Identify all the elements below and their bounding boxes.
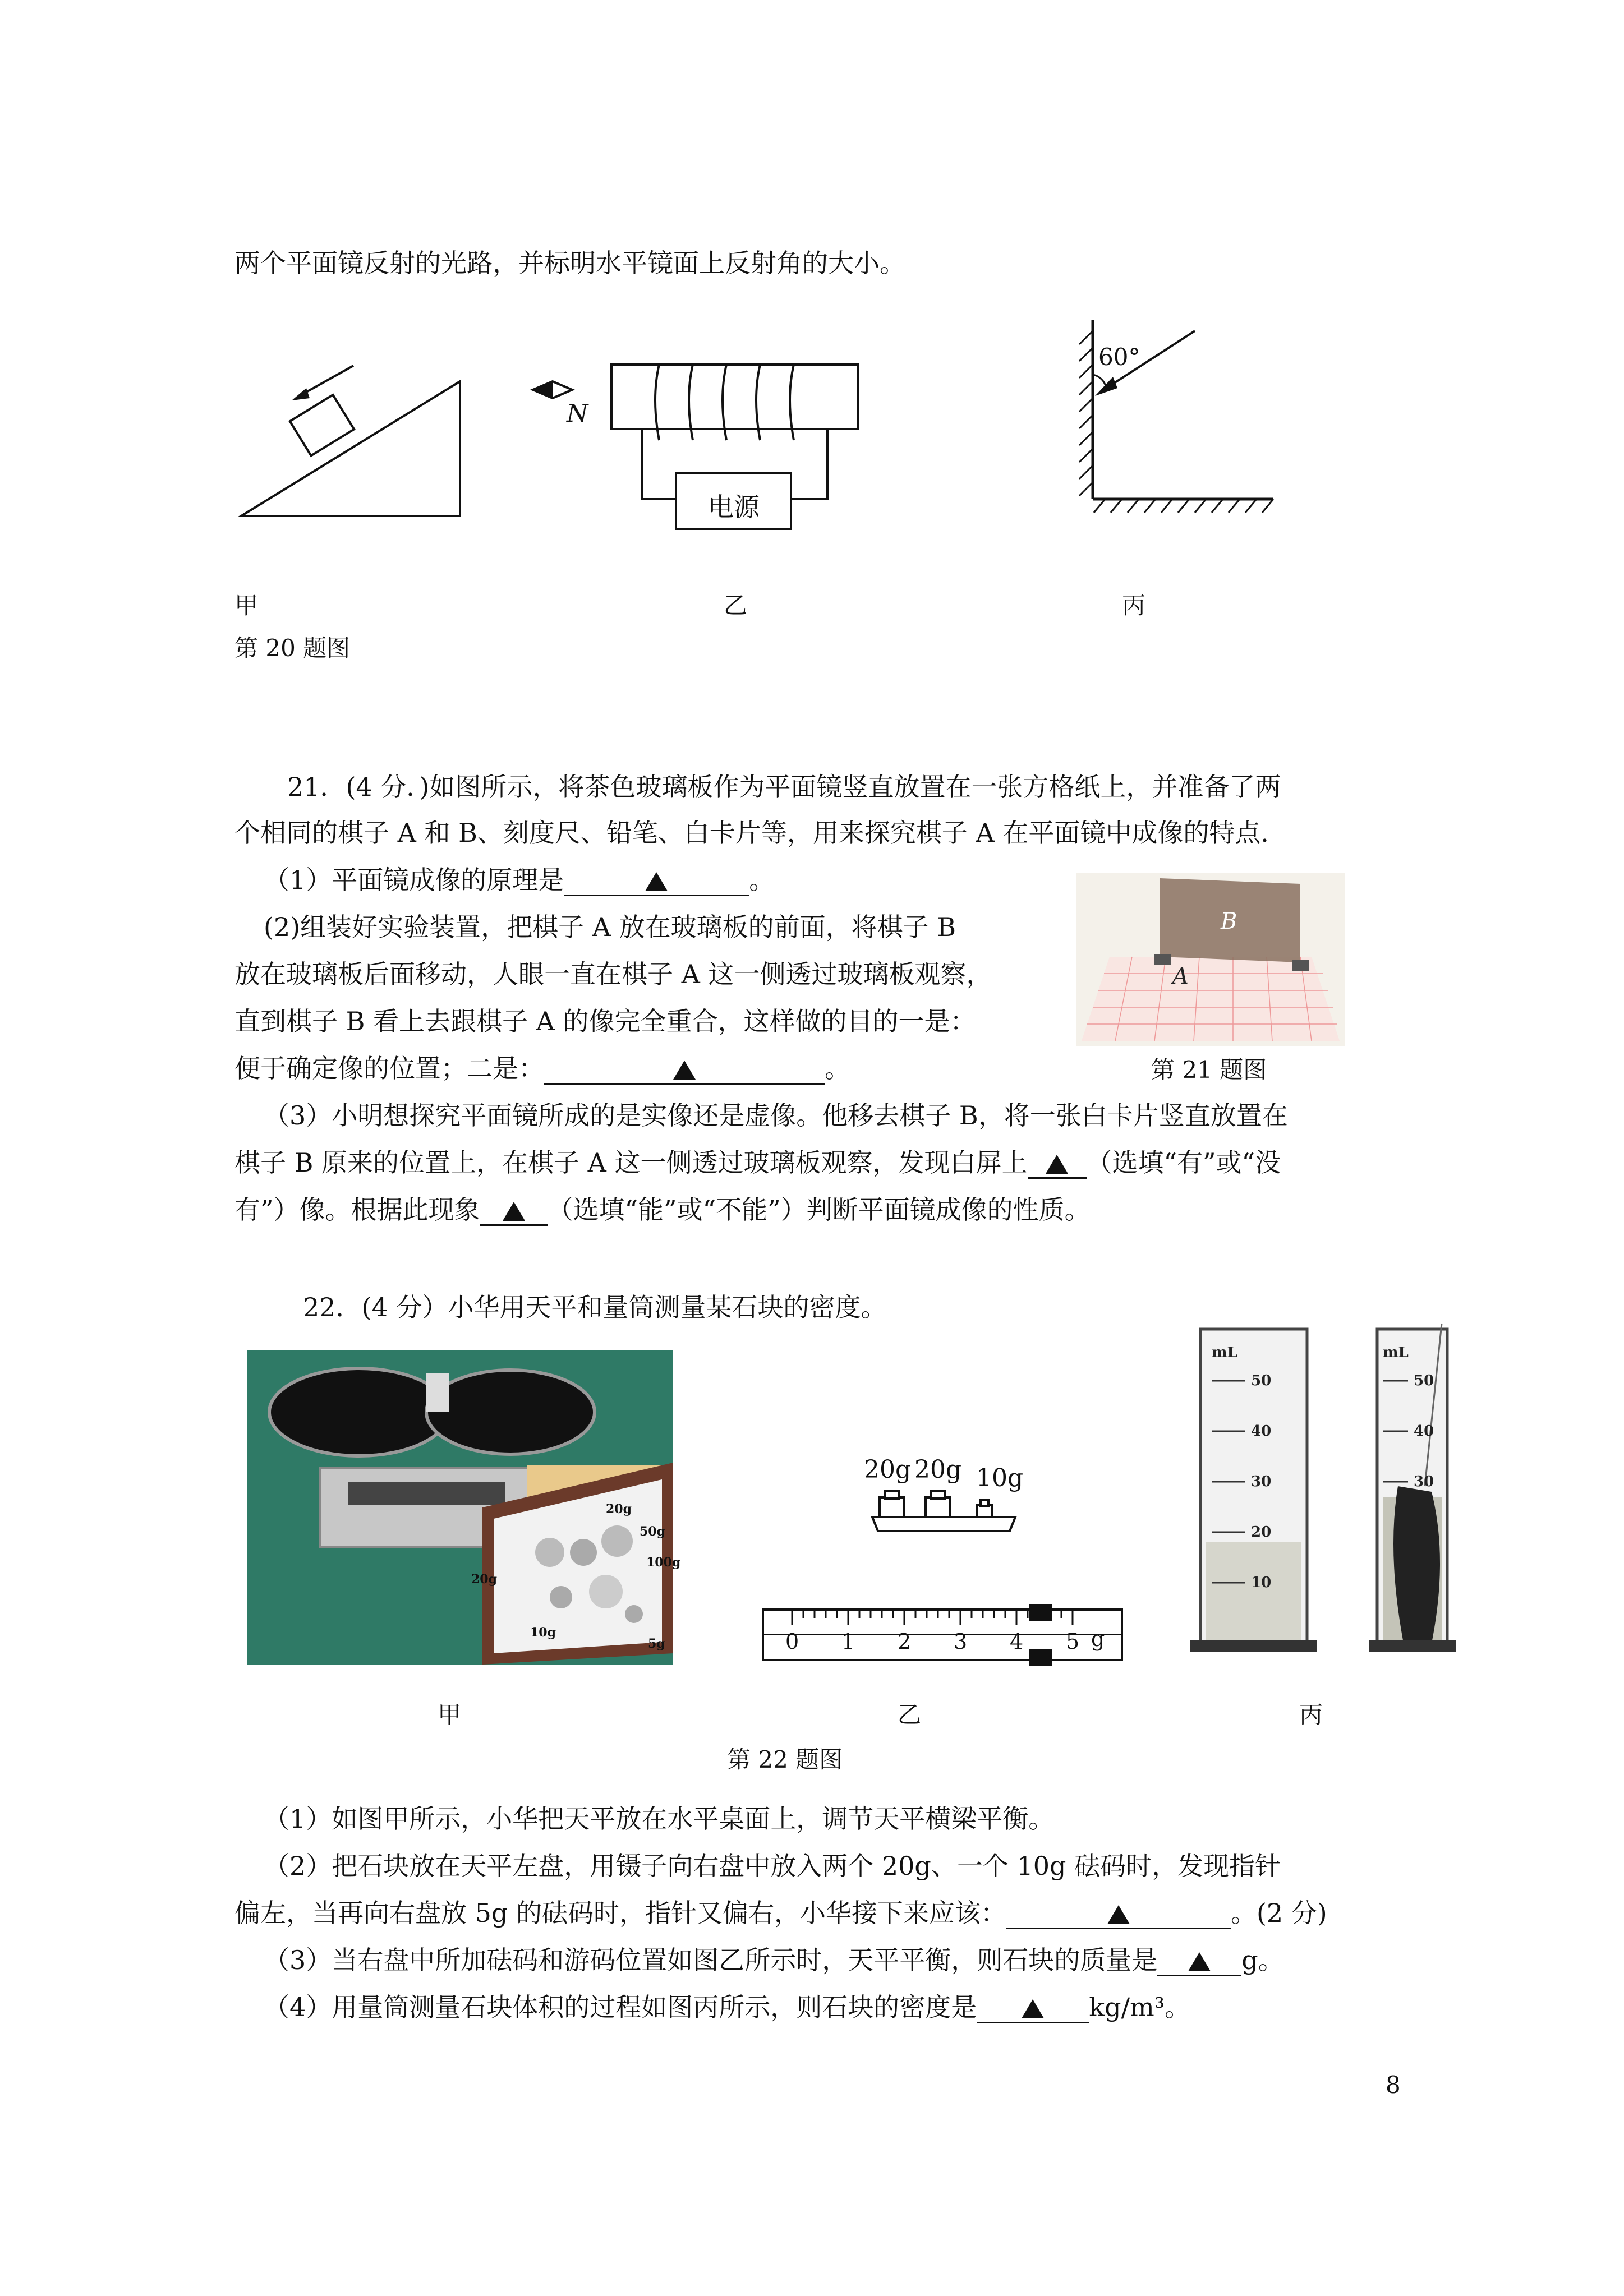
balance-weight-label: 20g [864, 1455, 912, 1484]
fig20-incline-diagram [224, 353, 477, 533]
q21-part1: （1）平面镜成像的原理是 。 [264, 865, 775, 895]
ruler-tick-label: 3 [954, 1629, 968, 1654]
answer-marker-icon [673, 1061, 696, 1080]
cylinder-tick-label: 40 [1251, 1423, 1272, 1440]
q22-part3: （3）当右盘中所加砝码和游码位置如图乙所示时，天平平衡，则石块的质量是 g。 [264, 1945, 1284, 1975]
ruler-tick-label: 0 [785, 1629, 799, 1654]
ruler-tick-label: 2 [898, 1629, 912, 1654]
q21-part3-line1: （3）小明想探究平面镜所成的是实像还是虚像。他移去棋子 B，将一张白卡片竖直放置在 [264, 1100, 1288, 1131]
q21-part2-line3: 直到棋子 B 看上去跟棋子 A 的像完全重合，这样做的目的一是： [234, 1006, 976, 1036]
q22-part2-line1: （2）把石块放在天平左盘，用镊子向右盘中放入两个 20g、一个 10g 砝码时，发现指针 [264, 1851, 1281, 1881]
cylinder-tick-label: 30 [1251, 1473, 1272, 1490]
q22-answer-blank-2[interactable] [1157, 1945, 1241, 1976]
fig20-electromagnet-diagram [522, 353, 881, 544]
cylinder-tick-label: 20 [1251, 1524, 1272, 1541]
answer-marker-icon [1046, 1155, 1068, 1174]
fig20-label-yi: 乙 [724, 592, 748, 619]
q21-answer-blank-4[interactable] [480, 1195, 548, 1226]
photo-weight-label: 20g [606, 1502, 632, 1516]
fig21-mirror-setup-image [1076, 873, 1345, 1046]
answer-marker-icon [645, 872, 668, 891]
balance-weight-label: 10g [976, 1464, 1024, 1492]
q21-answer-blank-2[interactable] [544, 1054, 825, 1085]
q21-answer-blank-3[interactable] [1028, 1148, 1087, 1179]
fig22-label-jia: 甲 [438, 1701, 462, 1728]
cylinder-tick-label: 50 [1251, 1372, 1272, 1389]
photo-weight-label: 10g [530, 1625, 556, 1640]
cylinder-tick-label: 40 [1414, 1423, 1434, 1440]
answer-marker-icon [503, 1202, 525, 1221]
fig22-weights-ruler-diagram [757, 1447, 1139, 1699]
page-number: 8 [1386, 2071, 1401, 2099]
q21-part3-line3: 有”）像。根据此现象 （选填“能”或“不能”）判断平面镜成像的性质。 [234, 1195, 1091, 1225]
cylinder-tick-label: 30 [1414, 1473, 1434, 1490]
q21-stem-line1: 21．(4 分．)如图所示，将茶色玻璃板作为平面镜竖直放置在一张方格纸上，并准备了两 [287, 772, 1281, 802]
q21-answer-blank-1[interactable] [564, 865, 749, 896]
q21-part2-line1: (2)组装好实验装置，把棋子 A 放在玻璃板的前面，将棋子 B [264, 912, 956, 942]
q21-stem-line2: 个相同的棋子 A 和 B、刻度尺、铅笔、白卡片等，用来探究棋子 A 在平面镜中成像的特点． [234, 818, 1287, 848]
answer-marker-icon [1188, 1952, 1211, 1971]
cylinder-unit-label: mL [1383, 1344, 1409, 1361]
answer-marker-icon [1107, 1905, 1130, 1924]
cylinder-tick-label: 10 [1251, 1574, 1272, 1591]
fig21-piece-a-label: A [1172, 963, 1189, 989]
fig20-label-jia: 甲 [234, 592, 259, 619]
photo-weight-label: 20g [471, 1572, 497, 1587]
fig20-label-bing: 丙 [1122, 592, 1146, 619]
fig22-label-yi: 乙 [898, 1701, 922, 1728]
cylinder-tick-label: 50 [1414, 1372, 1434, 1389]
fig22-label-bing: 丙 [1299, 1701, 1323, 1728]
photo-weight-label: 50g [640, 1524, 665, 1539]
answer-marker-icon [1022, 1999, 1044, 2018]
q21-part2-line4: 便于确定像的位置；二是： 。 [234, 1053, 850, 1084]
q22-answer-blank-3[interactable] [977, 1993, 1089, 2023]
q22-part1: （1）如图甲所示，小华把天平放在水平桌面上，调节天平横梁平衡。 [264, 1804, 1055, 1834]
q21-part3-line2: 棋子 B 原来的位置上，在棋子 A 这一侧透过玻璃板观察，发现白屏上 （选填“有”或“没 [234, 1147, 1281, 1178]
balance-weight-label: 20g [914, 1455, 962, 1484]
q22-stem: 22．(4 分）小华用天平和量筒测量某石块的密度。 [303, 1292, 887, 1322]
fig22-balance-photo [247, 1350, 681, 1665]
fig21-piece-b-label: B [1221, 909, 1237, 934]
ruler-tick-label: 5 [1066, 1629, 1080, 1654]
photo-weight-label: 100g [646, 1555, 681, 1570]
q21-part2-line2: 放在玻璃板后面移动，人眼一直在棋子 A 这一侧透过玻璃板观察， [234, 959, 992, 989]
photo-weight-label: 5g [648, 1636, 665, 1651]
ruler-tick-label: 1 [841, 1629, 855, 1654]
intro-line: 两个平面镜反射的光路，并标明水平镜面上反射角的大小。 [234, 248, 905, 278]
compass-n-label: N [567, 399, 588, 428]
q22-part2-line2: 偏左，当再向右盘放 5g 的砝码时，指针又偏右，小华接下来应该： 。(2 分) [234, 1898, 1327, 1928]
q22-answer-blank-1[interactable] [1006, 1898, 1231, 1929]
fig20-caption: 第 20 题图 [234, 634, 351, 662]
angle-60-label: 60° [1098, 343, 1140, 371]
fig22-caption: 第 22 题图 [727, 1746, 843, 1773]
fig21-caption: 第 21 题图 [1151, 1056, 1267, 1084]
fig22-cylinders-diagram [1178, 1318, 1470, 1666]
q22-part4: （4）用量筒测量石块体积的过程如图丙所示，则石块的密度是 kg/m³。 [264, 1992, 1191, 2022]
cylinder-unit-label: mL [1212, 1344, 1237, 1361]
power-source-label: 电源 [708, 492, 760, 522]
ruler-tick-label: 4 [1010, 1629, 1024, 1654]
ruler-unit-label: g [1091, 1626, 1105, 1651]
